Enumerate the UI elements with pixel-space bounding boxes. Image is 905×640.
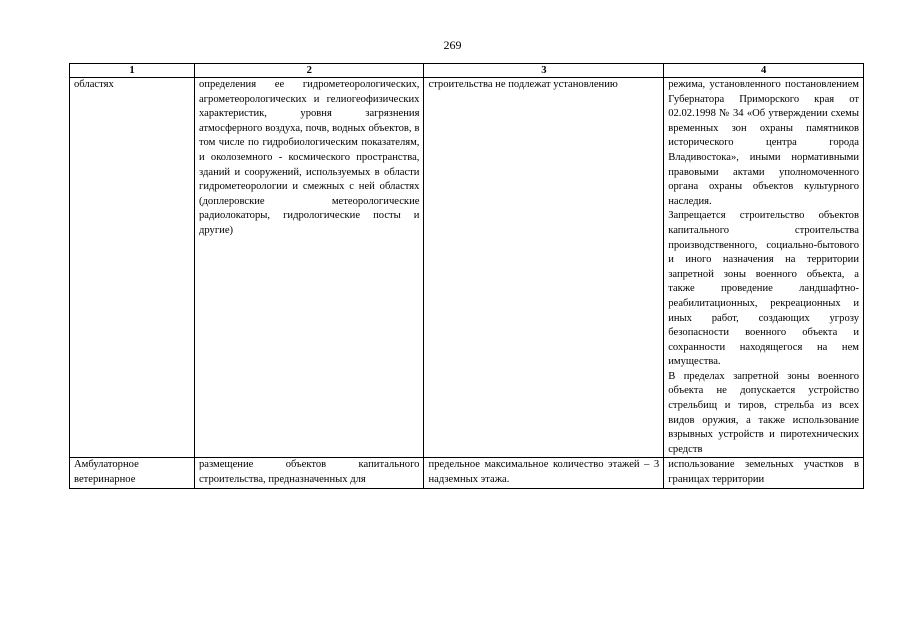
restriction-paragraph: Запрещается строительство объектов капитального строительства производственного, социально-бытового и иного назначения на территории запретной зоны военного объекта, а также проведение ландшафтно-реабилитационных, рекреационных и иных работ, создающих угрозу безопасности военного объекта и сохранности находящегося на нем имущества. — [668, 210, 859, 368]
header-row — [70, 64, 864, 78]
restriction-paragraph: В пределах запретной зоны военного объекта не допускается устройство стрельбищ и тиров, стрельба из всех видов оружия, а также использование взрывных устройств и пиротехнических средств — [668, 370, 859, 455]
restriction-paragraph: режима, установленного постановлением Губернатора Приморского края от 02.02.1998 № 34 «Об утверждении схемы временных зон охраны памятников исторического центра города Владивостока», иными нормативными правовыми актами уполномоченного органа охраны объектов культурного наследия. — [668, 79, 859, 207]
regulations-table — [69, 63, 864, 489]
cell-use-description: размещение объектов капитального строительства, предназначенных для — [194, 458, 423, 488]
cell-restrictions — [664, 78, 864, 458]
column-header-3: 3 — [424, 64, 664, 78]
cell-use-type: областях — [70, 78, 195, 458]
column-header-2: 2 — [194, 64, 423, 78]
cell-use-type: Амбулаторное ветеринарное — [70, 458, 195, 488]
column-header-4: 4 — [664, 64, 864, 78]
cell-restrictions: использование земельных участков в границах территории — [664, 458, 864, 488]
table-row — [70, 78, 864, 458]
table-row — [70, 458, 864, 488]
cell-parameters: предельное максимальное количество этажей – 3 надземных этажа. — [424, 458, 664, 488]
cell-parameters: строительства не подлежат установлению — [424, 78, 664, 458]
page-number: 269 — [443, 38, 462, 52]
column-header-1: 1 — [70, 64, 195, 78]
cell-use-description: определения ее гидрометеорологических, агрометеорологических и гелиогеофизических характеристик, уровня загрязнения атмосферного воздуха, почв, водных объектов, в том числе по гидробиологическим показателям, и околоземного - космического пространства, зданий и сооружений, используемых в области гидрометеорологии и смежных с ней областях (доплеровские метеорологические радиолокаторы, гидрологические посты и другие) — [194, 78, 423, 458]
